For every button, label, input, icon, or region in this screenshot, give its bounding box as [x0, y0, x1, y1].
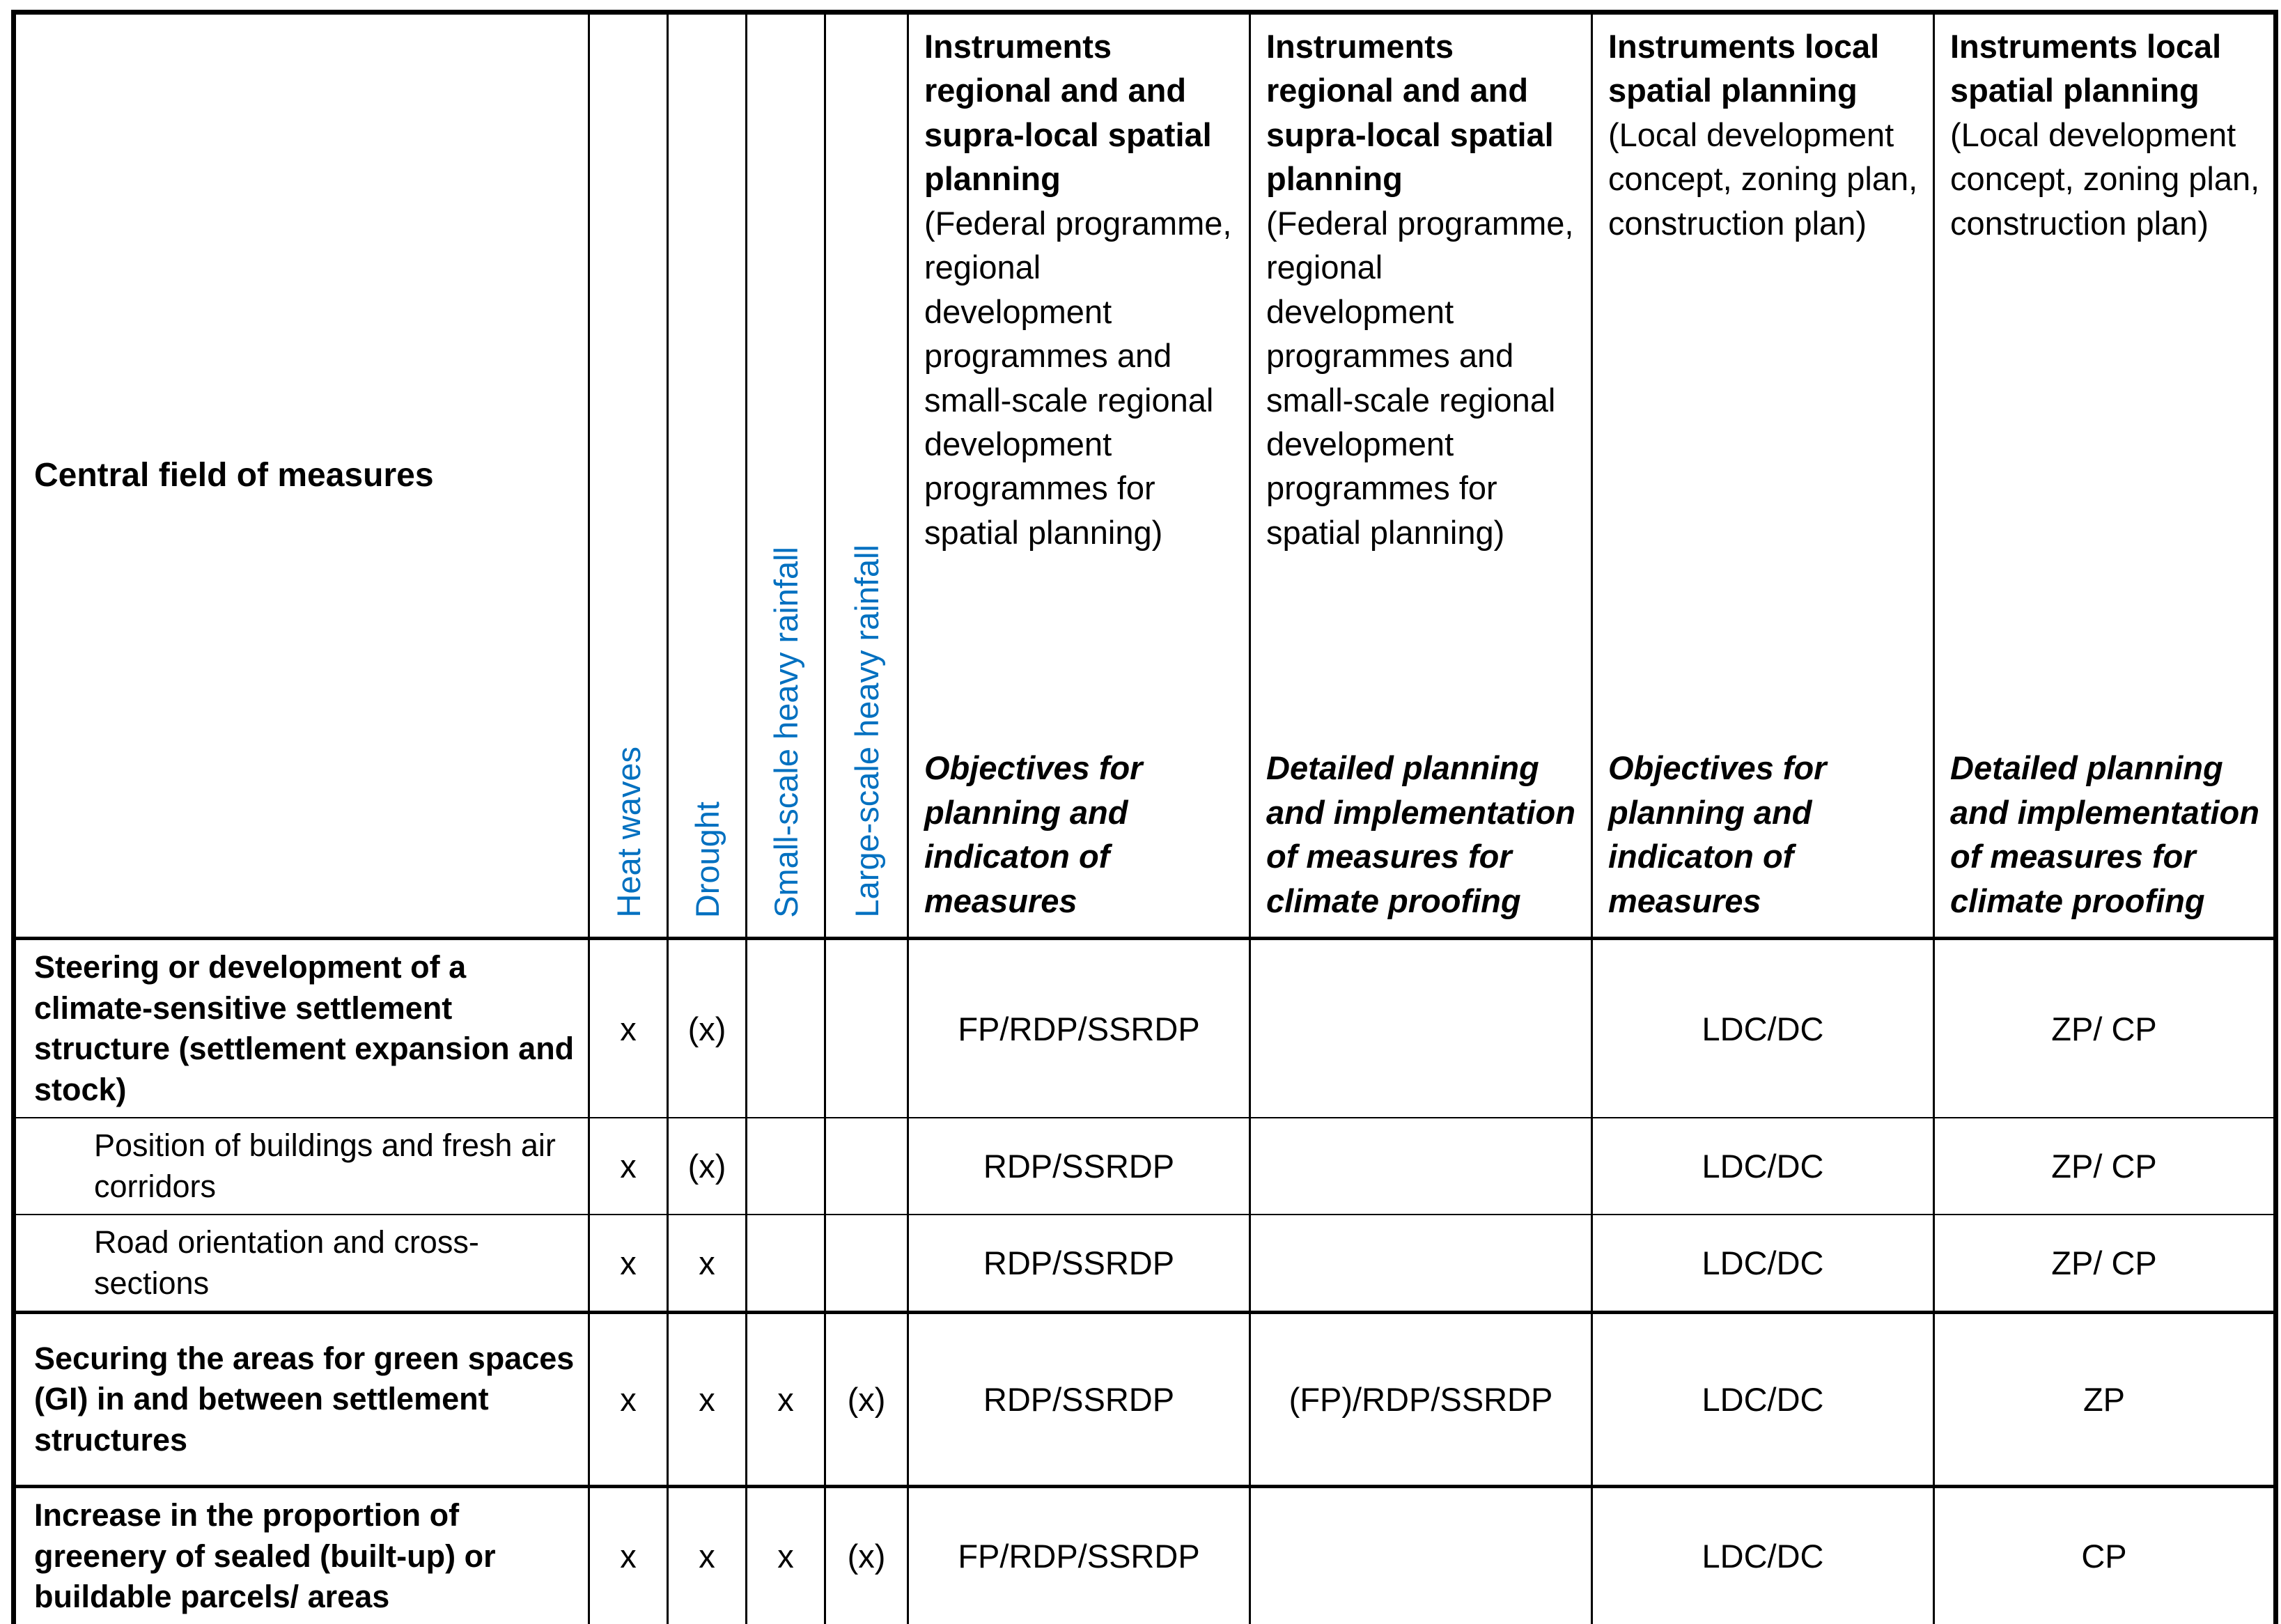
row-label: Increase in the proportion of greenery of sealed (built-up) or buildable parcels/ areas	[14, 1487, 589, 1624]
hazard-mark-drought: x	[668, 1215, 747, 1313]
instrument-value-regional-detailed: (FP)/RDP/SSRDP	[1250, 1313, 1592, 1487]
instrument-value-regional-detailed	[1250, 1118, 1592, 1215]
hazard-mark-heat-waves: x	[589, 1487, 668, 1624]
row-label: Road orientation and cross-sections	[14, 1215, 589, 1313]
hazard-mark-large-scale-heavy-rainfall: (x)	[825, 1487, 908, 1624]
measures-column-header	[14, 13, 589, 939]
hazard-mark-heat-waves: x	[589, 1118, 668, 1215]
hazard-mark-large-scale-heavy-rainfall	[825, 1118, 908, 1215]
hazard-mark-drought: (x)	[668, 939, 747, 1118]
instrument-column-header-regional-detailed-planning	[1250, 13, 1592, 939]
hazard-mark-small-scale-heavy-rainfall: x	[747, 1487, 825, 1624]
instrument-description: (Local development concept, zoning plan, construction plan)	[1608, 116, 1918, 242]
hazard-mark-heat-waves: x	[589, 939, 668, 1118]
hazard-mark-heat-waves: x	[589, 1313, 668, 1487]
instrument-subtitle: Detailed planning and implementation of measures for climate proofing	[1266, 749, 1575, 919]
table-row-securing-green-spaces	[14, 1313, 2276, 1487]
instrument-value-local-detailed: ZP	[1934, 1313, 2276, 1487]
instrument-value-local-detailed: CP	[1934, 1487, 2276, 1624]
table-header-row	[14, 13, 2276, 939]
table-row-increase-greenery-proportion	[14, 1487, 2276, 1624]
instrument-description: (Federal programme, regional development programmes and small-scale regional development programmes for spatial planning)	[1266, 204, 1574, 551]
instrument-value-regional-detailed	[1250, 1487, 1592, 1624]
hazard-column-header-small-scale-heavy-rainfall	[747, 13, 825, 939]
instrument-description: (Local development concept, zoning plan, construction plan)	[1950, 116, 2260, 242]
measures-instruments-table	[11, 10, 2278, 1624]
hazard-mark-large-scale-heavy-rainfall	[825, 939, 908, 1118]
hazard-label-heat-waves: Heat waves	[609, 747, 647, 918]
instrument-value-local-objectives: LDC/DC	[1592, 1313, 1934, 1487]
row-label: Steering or development of a climate-sensitive settlement structure (settlement expansion and stock)	[14, 939, 589, 1118]
instrument-value-regional-detailed	[1250, 939, 1592, 1118]
instrument-description: (Federal programme, regional development programmes and small-scale regional development programmes for spatial planning)	[924, 204, 1232, 551]
hazard-column-header-drought	[668, 13, 747, 939]
table-row-position-of-buildings	[14, 1118, 2276, 1215]
instrument-column-header-local-objectives	[1592, 13, 1934, 939]
instrument-value-local-detailed: ZP/ CP	[1934, 939, 2276, 1118]
hazard-mark-drought: (x)	[668, 1118, 747, 1215]
instrument-value-local-detailed: ZP/ CP	[1934, 1118, 2276, 1215]
hazard-mark-drought: x	[668, 1313, 747, 1487]
hazard-mark-small-scale-heavy-rainfall: x	[747, 1313, 825, 1487]
instrument-title: Instruments regional and and supra-local spatial planning	[1266, 28, 1554, 198]
hazard-mark-small-scale-heavy-rainfall	[747, 939, 825, 1118]
instrument-value-local-detailed: ZP/ CP	[1934, 1215, 2276, 1313]
row-label: Securing the areas for green spaces (GI) in and between settlement structures	[14, 1313, 589, 1487]
instrument-title: Instruments regional and and supra-local spatial planning	[924, 28, 1212, 198]
instrument-value-local-objectives: LDC/DC	[1592, 1215, 1934, 1313]
hazard-mark-drought: x	[668, 1487, 747, 1624]
table-row-road-orientation	[14, 1215, 2276, 1313]
instrument-value-regional-objectives: RDP/SSRDP	[908, 1215, 1250, 1313]
hazard-label-small-scale-heavy-rainfall: Small-scale heavy rainfall	[767, 547, 804, 918]
row-label: Position of buildings and fresh air corridors	[14, 1118, 589, 1215]
hazard-mark-large-scale-heavy-rainfall	[825, 1215, 908, 1313]
instrument-value-regional-objectives: FP/RDP/SSRDP	[908, 1487, 1250, 1624]
instrument-title: Instruments local spatial planning	[1950, 28, 2222, 109]
table-row-steering-settlement-structure	[14, 939, 2276, 1118]
instrument-value-regional-objectives: FP/RDP/SSRDP	[908, 939, 1250, 1118]
hazard-mark-heat-waves: x	[589, 1215, 668, 1313]
instrument-column-header-regional-objectives	[908, 13, 1250, 939]
hazard-mark-small-scale-heavy-rainfall	[747, 1118, 825, 1215]
instrument-value-local-objectives: LDC/DC	[1592, 1487, 1934, 1624]
hazard-label-drought: Drought	[688, 801, 726, 918]
instrument-value-local-objectives: LDC/DC	[1592, 1118, 1934, 1215]
hazard-mark-large-scale-heavy-rainfall: (x)	[825, 1313, 908, 1487]
instrument-subtitle: Objectives for planning and indicaton of measures	[1608, 749, 1827, 919]
instrument-title: Instruments local spatial planning	[1608, 28, 1880, 109]
instrument-value-regional-objectives: RDP/SSRDP	[908, 1118, 1250, 1215]
instrument-column-header-local-detailed-planning	[1934, 13, 2276, 939]
hazard-column-header-large-scale-heavy-rainfall	[825, 13, 908, 939]
hazard-column-header-heat-waves	[589, 13, 668, 939]
instrument-value-regional-detailed	[1250, 1215, 1592, 1313]
instrument-value-local-objectives: LDC/DC	[1592, 939, 1934, 1118]
hazard-mark-small-scale-heavy-rainfall	[747, 1215, 825, 1313]
instrument-value-regional-objectives: RDP/SSRDP	[908, 1313, 1250, 1487]
instrument-subtitle: Detailed planning and implementation of measures for climate proofing	[1950, 749, 2259, 919]
measures-column-header-label: Central field of measures	[34, 456, 434, 494]
hazard-label-large-scale-heavy-rainfall: Large-scale heavy rainfall	[848, 545, 885, 918]
instrument-subtitle: Objectives for planning and indicaton of measures	[924, 749, 1143, 919]
